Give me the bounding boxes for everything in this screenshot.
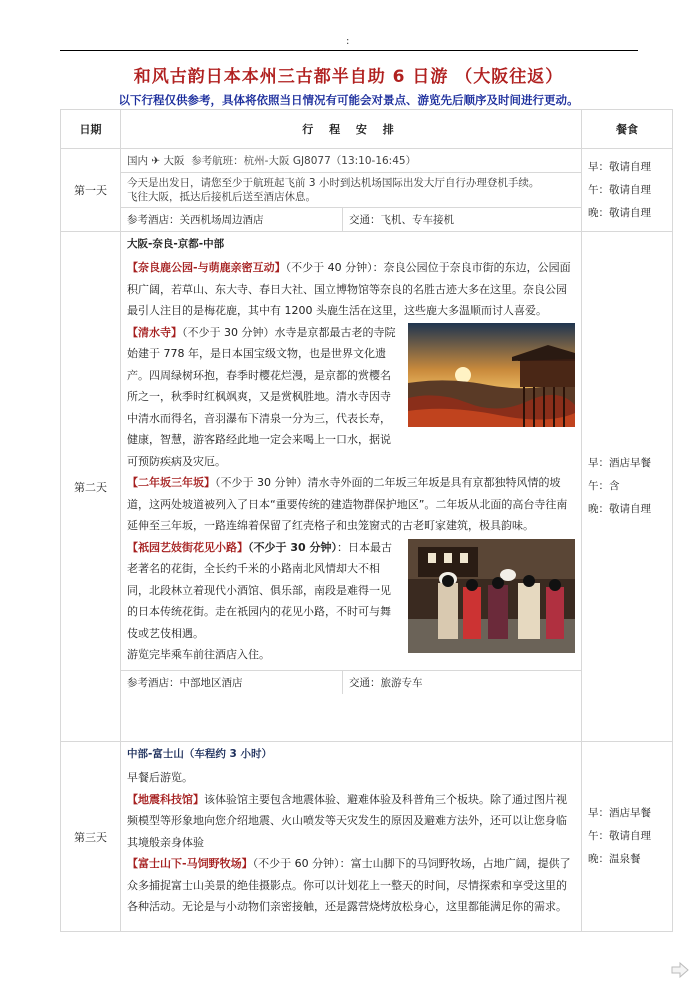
hotel-transport-row: [121, 670, 581, 694]
table-header-row: [61, 110, 673, 149]
meal-lunch: 午：敬请自理: [588, 830, 651, 842]
attraction-name: 【地震科技馆】: [127, 792, 204, 806]
meal-cell: [582, 742, 673, 932]
attraction-desc: （不少于 60 分钟）：富士山脚下的马饲野牧场，占地广阔，提供了众多捕捉富士山美景的绝佳摄影点。你可以计划花上一整天的时间，尽情探索和享受这里的各种活动。无论是与小动物们亲密接触，还是露营烧烤放松身心，这里都能满足你的需求。: [127, 857, 571, 913]
itinerary-notice: 以下行程仅供参考，具体将依照当日情况有可能会对景点、游览先后顺序及时间进行更动。: [118, 93, 579, 107]
day-intro: 早餐后游览。: [127, 771, 193, 784]
day-label: 第三天: [61, 742, 121, 932]
day-body: [121, 763, 581, 922]
route-line: [121, 149, 581, 173]
attraction-earthquake-museum: [127, 789, 575, 854]
header-meal: 餐食: [582, 110, 673, 149]
attraction-gion: [127, 537, 575, 645]
meal-breakfast: 早：酒店早餐: [588, 457, 651, 469]
header-colon: :: [346, 36, 350, 47]
meal-cell: [582, 232, 673, 742]
route-title: 中部-富士山（车程约 3 小时）: [127, 748, 272, 760]
route-title: 大阪-奈良-京都-中部: [127, 238, 225, 250]
day-row-3: [61, 742, 673, 932]
day-row-1: [61, 149, 673, 232]
attraction-name: 【二年坂三年坂】: [127, 476, 215, 489]
hotel-info: 参考酒店：关西机场周边酒店: [121, 208, 343, 231]
transport-info: 交通：旅游专车: [349, 676, 423, 689]
meal-lunch: 午：敬请自理: [588, 183, 651, 196]
header-day: 日期: [61, 110, 121, 149]
day-row-2: [61, 232, 673, 742]
attraction-ninenzaka: [127, 472, 575, 537]
meal-lunch: 午：含: [588, 480, 620, 492]
attraction-name: 【清水寺】: [127, 325, 182, 339]
attraction-duration: （不少于 30 分钟）: [248, 540, 337, 554]
header-plan: 行 程 安 排: [121, 110, 582, 149]
attraction-name: 【祇园艺妓街花见小路】: [127, 540, 248, 554]
desc-line: 飞往大阪，抵达后接机后送至酒店休息。: [127, 191, 316, 203]
transport-info: 交通：飞机、专车接机: [349, 214, 454, 226]
itinerary-table: [60, 109, 673, 932]
meal-cell: [582, 149, 673, 232]
attraction-desc: 该体验馆主要包含地震体验、避难体验及科普角三个板块。除了通过图片视频模型等形象地向您介绍地震、火山喷发等天灾发生的原因及避难方法外，还可以让您身临其境般亲身体验: [127, 792, 567, 849]
meal-dinner: 晚：敬请自理: [588, 503, 651, 515]
day-plan: [121, 149, 582, 232]
attraction-desc: （不少于 40 分钟）：奈良公园位于奈良市街的东边，公园面积广阔，若草山、东大寺、春日大社、国立博物馆等奈良的名胜古迹大多在这里。奈良公园最引人注目的是梅花鹿，其中有 1200 头鹿生活在这里，这些鹿大多温顺而讨人喜爱。: [127, 261, 571, 317]
header-rule: [60, 50, 638, 51]
kiyomizu-photo: [408, 323, 575, 427]
attraction-desc: ：日本最古老著名的花街，全长约千米的小路南北风情却大不相同，北段林立着现代小酒馆、俱乐部，南段是难得一见的日本传统花街。走在祇园内的花见小路，不时可与舞伎或艺伎相遇。: [127, 540, 392, 640]
hotel-transport-row: [121, 208, 581, 231]
meal-dinner: 晚：敬请自理: [588, 206, 651, 219]
attraction-nara: [127, 257, 575, 322]
day-label: 第二天: [61, 232, 121, 742]
desc-line: 今天是出发日，请您至少于航班起飞前 3 小时到达机场国际出发大厅自行办理登机手续。: [127, 177, 540, 189]
route-from: 国内: [127, 155, 148, 167]
meal-dinner: 晚：温泉餐: [588, 853, 641, 865]
day-desc: [121, 173, 581, 208]
attraction-name: 【奈良鹿公园-与萌鹿亲密互动】: [127, 261, 286, 274]
flight-info: 参考航班：杭州-大阪 GJ8077（13:10-16:45）: [191, 155, 417, 167]
attraction-desc: （不少于 30 分钟）水寺是京都最古老的寺院始建于 778 年，是日本国宝级文物，也是世界文化遗产。四周绿树环抱，春季时樱花烂漫，是京都的赏樱名所之一，秋季时红枫飒爽，又是赏枫胜地。清水寺因寺中清水而得名，音羽瀑布下清泉一分为三，代表长寿，健康，智慧，游客路经此地一定会来喝上一口水，据说可预防疾病及灾厄。: [127, 325, 396, 468]
day-plan: [121, 742, 582, 932]
day-plan: [121, 232, 582, 742]
day-end-note: 游览完毕乘车前往酒店入住。: [127, 648, 270, 661]
attraction-makaino-ranch: [127, 853, 575, 918]
meal-breakfast: 早：敬请自理: [588, 160, 651, 173]
day-label: 第一天: [61, 149, 121, 232]
page-title: 和风古韵日本本州三古都半自助 6 日游 （大阪往返）: [133, 67, 564, 87]
day-body: [121, 253, 581, 670]
meal-breakfast: 早：酒店早餐: [588, 807, 651, 819]
gion-photo: [408, 539, 575, 653]
hotel-info: 参考酒店：中部地区酒店: [121, 671, 343, 694]
route-to: 大阪: [163, 155, 185, 167]
attraction-kiyomizu: [127, 322, 575, 473]
attraction-desc: （不少于 30 分钟）清水寺外面的二年坂三年坂是具有京都独特风情的坡道，这两处坡道被列入了日本“重要传统的建造物群保护地区”。二年坂从北面的高台寺往南延伸至三年坂，一路连绵着保留了红壳格子和虫笼窗式的古老町家建筑，极具韵味。: [127, 476, 568, 532]
attraction-name: 【富士山下-马饲野牧场】: [127, 857, 253, 870]
plane-icon: ✈: [151, 155, 161, 167]
next-page-arrow-icon[interactable]: [671, 962, 689, 982]
